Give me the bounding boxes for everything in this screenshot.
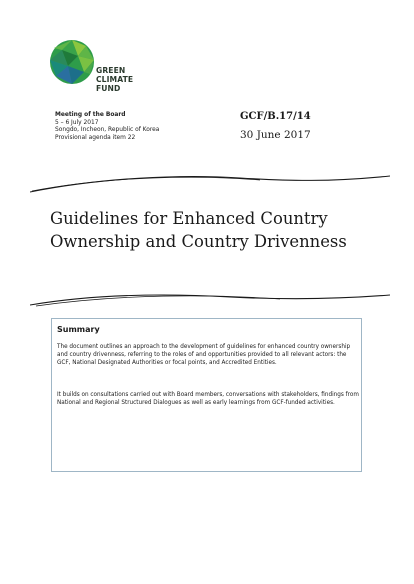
title-line-2: Ownership and Country Drivenness (50, 232, 347, 251)
meeting-location: Songdo, Incheon, Republic of Korea (55, 127, 160, 134)
summary-heading: Summary (57, 325, 100, 334)
document-title (50, 207, 390, 253)
logo-line-2: CLIMATE (96, 75, 134, 84)
bottom-swoosh-divider (30, 289, 390, 313)
meeting-info (55, 112, 159, 142)
summary-box (51, 318, 362, 472)
document-reference: GCF/B.17/14 (240, 111, 311, 122)
meeting-label: Meeting of the Board (55, 112, 126, 118)
logo-line-3: FUND (96, 84, 121, 93)
logo-wordmark (96, 66, 133, 93)
meeting-dates: 5 – 6 July 2017 (55, 119, 99, 126)
logo-line-1: GREEN (96, 66, 126, 75)
summary-paragraph-1: The document outlines an approach to the development of guidelines for enhanced country ownership and country drivenness, referring to the roles of and opportunities provided to all relevant actors: the GCF, National Designated Authorities or focal points, and Accredited Entities. (57, 344, 351, 366)
document-date: 30 June 2017 (240, 129, 311, 141)
globe-logo-icon (48, 38, 96, 86)
gcf-logo (48, 36, 178, 100)
title-line-1: Guidelines for Enhanced Country (50, 209, 328, 228)
summary-paragraph-2: It builds on consultations carried out with Board members, conversations with stakeholders, findings from National and Regional Structured Dialogues as well as early learnings from GCF-funded activities. (57, 392, 359, 406)
top-swoosh-divider (30, 172, 390, 196)
meeting-agenda-item: Provisional agenda item 22 (55, 134, 136, 141)
